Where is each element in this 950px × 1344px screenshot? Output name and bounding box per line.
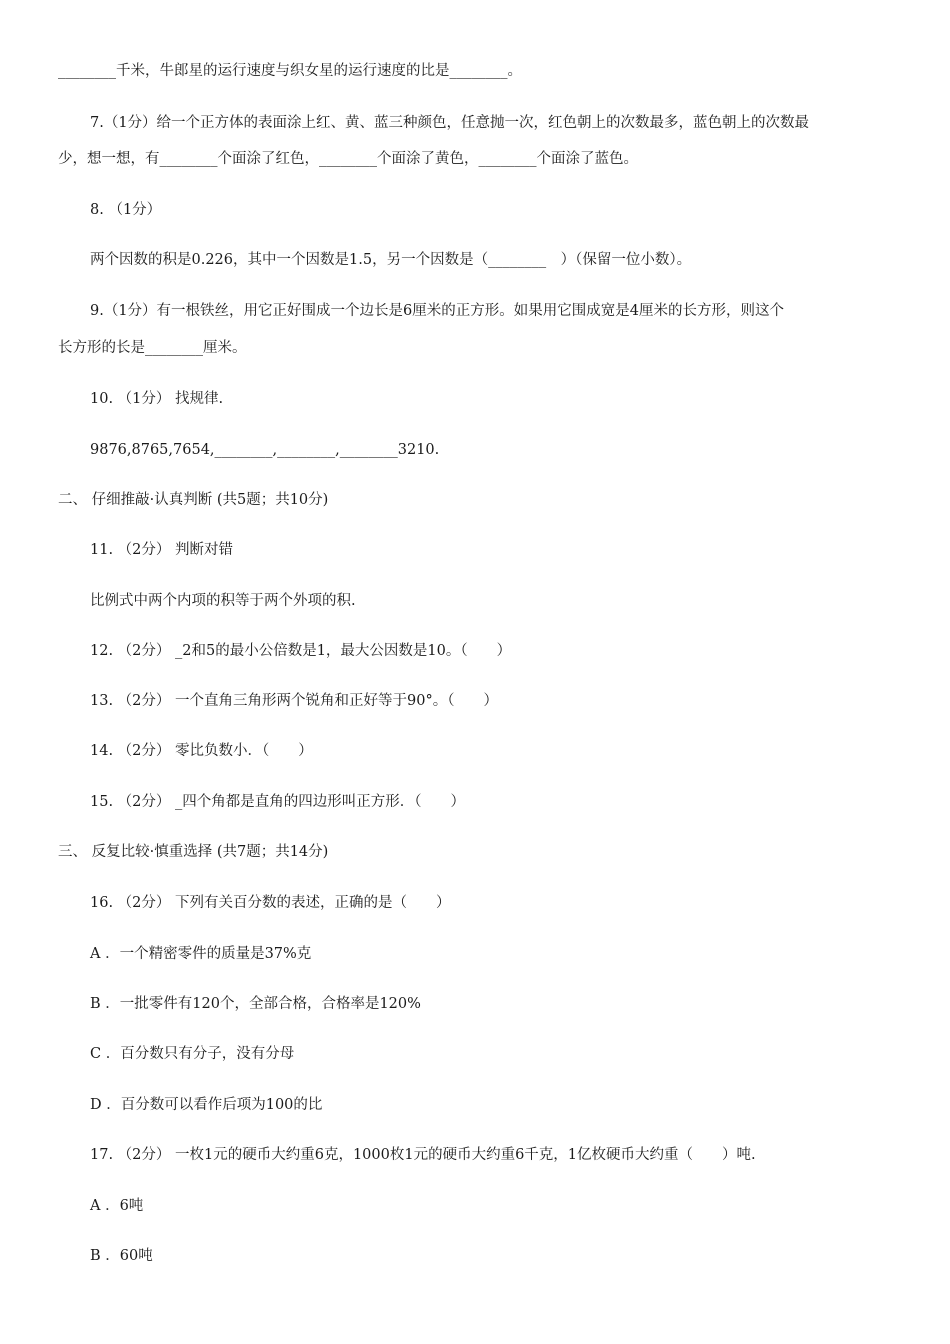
q9-text-line-1: 9.（1分）有一根铁丝，用它正好围成一个边长是6厘米的正方形。如果用它围成宽是4厘米的长方形，则这个: [90, 303, 785, 319]
q10-header: 10. （1分） 找规律.: [90, 391, 224, 407]
q15-statement: 15. （2分） _四个角都是直角的四边形叫正方形．（ ）: [90, 794, 466, 810]
q11-header: 11. （2分） 判断对错: [90, 542, 234, 558]
q13-statement: 13. （2分） 一个直角三角形两个锐角和正好等于90°。（ ）: [90, 693, 498, 709]
q9-text-line-2: 长方形的长是________厘米。: [58, 340, 247, 356]
q10-sequence: 9876,8765,7654,________,________,________3210.: [90, 442, 440, 458]
q8-text: 两个因数的积是0.226，其中一个因数是1.5，另一个因数是（________ ）（保留一位小数）。: [90, 252, 692, 268]
q16-option-c: C ．百分数只有分子，没有分母: [90, 1046, 295, 1062]
section-3-heading: 三、 反复比较·慎重选择 (共7题；共14分): [58, 844, 329, 860]
q17-question: 17. （2分） 一枚1元的硬币大约重6克，1000枚1元的硬币大约重6千克，1亿枚硬币大约重（ ）吨.: [90, 1147, 756, 1163]
q17-option-a: A ．6吨: [90, 1198, 144, 1214]
q16-option-d: D ．百分数可以看作后项为100的比: [90, 1097, 323, 1113]
q16-option-a: A ．一个精密零件的质量是37%克: [90, 946, 312, 962]
section-2-heading: 二、 仔细推敲·认真判断 (共5题；共10分): [58, 492, 329, 508]
q6-continuation-line: ________千米，牛郎星的运行速度与织女星的运行速度的比是________。: [58, 63, 522, 79]
q16-question: 16. （2分） 下列有关百分数的表述，正确的是（ ）: [90, 895, 451, 911]
q12-statement: 12. （2分） _2和5的最小公倍数是1，最大公因数是10。（ ）: [90, 643, 512, 659]
q7-text-line-2: 少，想一想，有________个面涂了红色，________个面涂了黄色，________个面涂了蓝色。: [58, 151, 638, 167]
q16-option-b: B ．一批零件有120个，全部合格，合格率是120%: [90, 996, 421, 1012]
q14-statement: 14. （2分） 零比负数小．（ ）: [90, 743, 313, 759]
q8-header: 8. （1分）: [90, 202, 162, 218]
q7-text-line-1: 7.（1分）给一个正方体的表面涂上红、黄、蓝三种颜色，任意抛一次，红色朝上的次数最多，蓝色朝上的次数最: [90, 115, 810, 131]
q17-option-b: B ．60吨: [90, 1248, 153, 1264]
q11-statement: 比例式中两个内项的积等于两个外项的积.: [90, 593, 356, 609]
